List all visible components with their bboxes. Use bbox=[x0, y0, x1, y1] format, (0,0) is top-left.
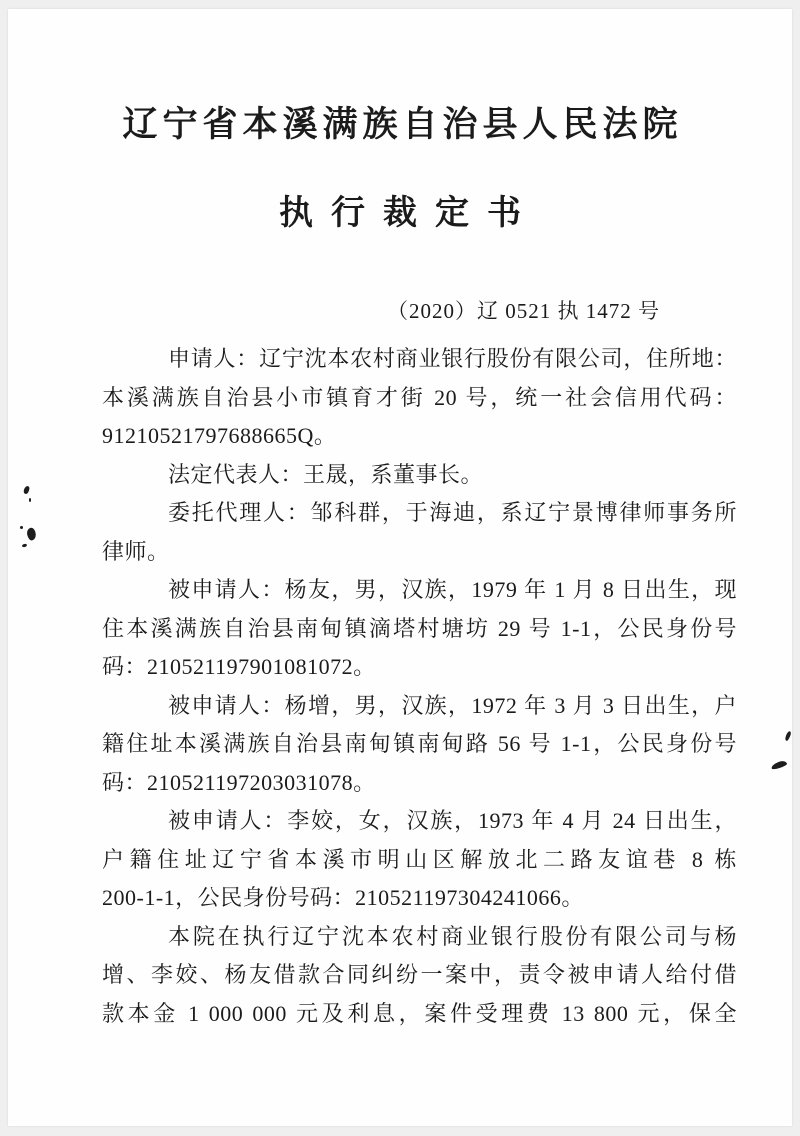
body-line: 码：210521197901081072。 bbox=[102, 654, 376, 679]
body-line: 律师。 bbox=[102, 538, 170, 564]
body-line: 款本金 1 000 000 元及利息，案件受理费 13 800 元，保全 bbox=[102, 1000, 737, 1026]
body-line: 籍住址本溪满族自治县南甸镇南甸路 56 号 1-1，公民身份号 bbox=[102, 731, 737, 756]
body-line: 91210521797688665Q。 bbox=[102, 423, 337, 448]
body-line: 被申请人：李姣，女，汉族，1973 年 4 月 24 日出生， bbox=[168, 808, 737, 833]
body-line: 住本溪满族自治县南甸镇滴塔村塘坊 29 号 1-1，公民身份号 bbox=[102, 615, 737, 641]
ink-smudge-mark bbox=[20, 526, 23, 529]
ink-smudge-mark bbox=[29, 498, 31, 502]
court-name-heading: 辽宁省本溪满族自治县人民法院 bbox=[122, 105, 683, 144]
document-body bbox=[8, 340, 792, 1033]
case-number: （2020）辽 0521 执 1472 号 bbox=[387, 299, 660, 323]
body-line: 200-1-1，公民身份号码：210521197304241066。 bbox=[102, 885, 584, 910]
body-line: 户籍住址辽宁省本溪市明山区解放北二路友谊巷 8 栋 bbox=[102, 846, 737, 872]
document-title: 执行裁定书 bbox=[279, 195, 539, 232]
body-line: 本院在执行辽宁沈本农村商业银行股份有限公司与杨 bbox=[168, 923, 737, 949]
scanned-document-page bbox=[8, 9, 792, 1126]
body-line: 申请人：辽宁沈本农村商业银行股份有限公司，住所地： bbox=[168, 346, 737, 371]
body-line: 委托代理人：邹科群，于海迪，系辽宁景博律师事务所 bbox=[168, 500, 737, 525]
body-line: 被申请人：杨友，男，汉族，1979 年 1 月 8 日出生，现 bbox=[168, 577, 737, 602]
body-line: 法定代表人：王晟，系董事长。 bbox=[168, 461, 484, 487]
body-line: 被申请人：杨增，男，汉族，1972 年 3 月 3 日出生，户 bbox=[168, 692, 737, 718]
body-line: 本溪满族自治县小市镇育才街 20 号，统一社会信用代码： bbox=[102, 384, 737, 410]
body-line: 码：210521197203031078。 bbox=[102, 769, 376, 795]
body-line: 增、李姣、杨友借款合同纠纷一案中，责令被申请人给付借 bbox=[102, 962, 737, 987]
